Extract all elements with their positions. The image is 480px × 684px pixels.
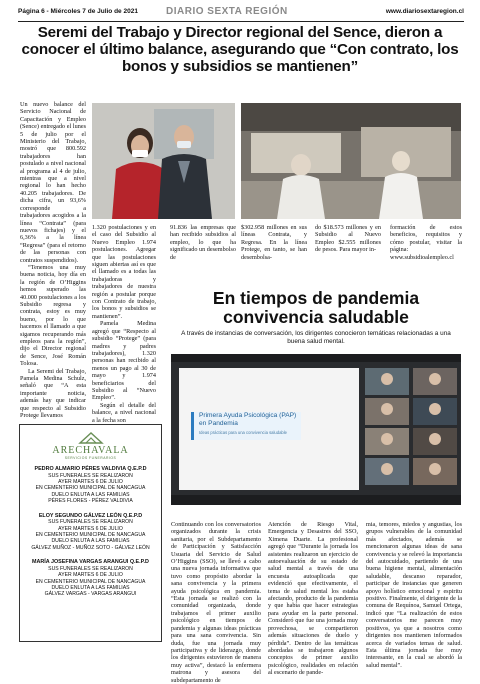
deceased-name: MARÍA JOSEFINA VARGAS ARANGUI Q.E.P.D bbox=[32, 559, 149, 566]
notice-line: SUS FUNERALES SE REALIZARON bbox=[48, 565, 133, 572]
article1-column-4: $302.958 millones en sus líneas Contrata, y Regresa. En la línea Protege, en tanto, se han desembolsa- bbox=[241, 224, 307, 261]
article1-paragraph: Un nuevo balance del Servicio Nacional de Capacitación y Empleo (Sence) entregado el lunes 5 de julio por el Ministerio del Trabajo, mostró que 800.592 trabajadores han postulado a nivel nacional al programa al 4 de julio, mientras que a nivel regional lo han hecho 40.205 trabajadores. De dicha cifra, un 93,6% corresponde a trabajadores acogidos a la línea “Contrata” (para nuevos fichajes) y el 6,36% a la línea “Regresa” (para el retorno de las personas con contratos suspendidos). bbox=[20, 101, 86, 264]
notice-line: EN CEMENTERIO MUNICIPAL DE NANCAGUA bbox=[35, 532, 146, 539]
notice-line: DUELO ENLUTA A LAS FAMILIAS bbox=[51, 538, 130, 545]
masthead: DIARIO SEXTA REGIÓN bbox=[166, 6, 288, 17]
article1-column-5: do $18.573 millones y en Subsidio al Nuevo Empleo $2.555 millones de pesos. Para mayor in- bbox=[315, 224, 381, 254]
slide-title: Primera Ayuda Psicológica (PAP) en Pandemia bbox=[199, 412, 297, 427]
funeral-entry bbox=[20, 466, 161, 505]
article2-column-1: Continuando con los conversatorios organizados durante la crisis sanitaria, por el Subdepartamento de Participación y Satisfacción Usuaria del Servicio de Salud O’Higgins (SSO), se llevó a cabo una nueva jornada informativa que tuvo como propósito abordar la sana convivencia y la primera ayuda psicológica en pandemia. “Esta jornada se realizó con la comunidad organizada, donde trabajamos el primer auxilio psicológico en tiempos de pandemia y algunas ideas prácticas para una sana convivencia. Sin duda, fue una jornada muy participativa y de liderazgo, donde los dirigentes estuvieron de manera muy activa”, destacó la enfermera matrona y asesora del subdepartamento de bbox=[171, 521, 261, 684]
notice-line: DUELO ENLUTA A LAS FAMILIAS bbox=[51, 491, 130, 498]
notice-line: EN CEMENTERIO MUNICIPAL DE NANCAGUA bbox=[35, 578, 146, 585]
arechavala-logo bbox=[20, 431, 161, 463]
photo-officials bbox=[92, 103, 235, 219]
slide-subtitle: Ideas prácticas para una convivencia saludable bbox=[199, 430, 287, 435]
article1-paragraph: 1.320 postulaciones y en el caso del Subsidio al Nuevo Empleo 1.974 postulaciones. Agregar que las postulaciones siguen abiertas así es que el llamado es a todas las trabajadoras y trabajadores de nuestra región a postular porque con Contrato de trabajo, los bonos y subsidios se mantienen”. bbox=[92, 224, 156, 320]
deceased-name: PEDRO ALMARIO PÉRES VALDIVIA Q.E.P.D bbox=[34, 466, 147, 472]
notice-line: SUS FUNERALES SE REALIZARON bbox=[48, 519, 133, 526]
notice-line: DUELO ENLUTA A LAS FAMILIAS bbox=[51, 585, 130, 592]
article2-column-3: mia, temores, miedos y angustias, los grupos vulnerables de la comunidad más afectados, además se mencionaron algunas ideas de sana convivencia y se relevó la importancia del autocuidado, partiendo de una buena higiene mental, alimentación saludable, descanso reparador, participar de instancias que generen apoyo holístico emocional y espiritu positivo. Finalmente, el dirigente de la comuna de Requínoa, Samuel Ortega, indicó que “La realización de estos conversatorios me parecen muy positivos, ya que a nosotros como dirigentes nos mantienen informados acerca de variados temas de salud. Esta última jornada fue muy interesante, en la cual se abordó la salud mental”. bbox=[366, 521, 462, 669]
arechavala-logo-icon bbox=[77, 431, 105, 445]
page-header bbox=[18, 6, 464, 20]
article1-paragraph: La Seremi del Trabajo, Pamela Medina Schulz, señaló que “A esta importante noticia, además hay que indicar que respecto al Subsidio Protege llevamos bbox=[20, 367, 86, 420]
header-divider bbox=[18, 21, 464, 22]
notice-line: GÁLVEZ VARGAS - VARGAS ARANGUI bbox=[44, 591, 137, 598]
article2-subhead: A través de instancias de conversación, los dirigentes conocieron temáticas relacionadas a una buena salud mental. bbox=[181, 330, 451, 345]
deceased-name: ELOY SEGUNDO GÁLVEZ LEÓN Q.E.P.D bbox=[38, 512, 143, 519]
article1-paragraph: Pamela Medina agregó que “Respecto al subsidio “Protege” (para madres y padres trabajadores), 1.320 personas han recibido al menos un pago al 30 de mayo y 1.974 beneficiarios del Subsidio al “Nuevo Empleo”. bbox=[92, 320, 156, 402]
article1-column-6: formación de estos beneficios, requisitos y cómo postular, visitar la página: www.subsidioalempleo.cl bbox=[390, 224, 462, 261]
article1-column-3: 91.836 las empresas que han recibido subsidios al empleo, lo que ha significado un desembolso de bbox=[170, 224, 236, 261]
notice-line: AYER MARTES 6 DE JULIO bbox=[58, 479, 123, 485]
notice-line: GÁLVEZ MUÑOZ - MUÑOZ SOTO - GÁLVEZ LEÓN bbox=[31, 544, 150, 551]
article1-paragraph: “Tenemos una muy buena noticia, hoy día en la región de O’Higgins hemos superado las 40.000 postulaciones a los Subsidio regresa y contrata, estoy es muy bueno, por lo que hacemos el llamado a que sigamos recuperando más empleos para la región”, dijo el Director regional de Sence, José Román Tolosa. bbox=[20, 263, 86, 368]
article1-paragraph: Según el detalle del balance, a nivel nacional a la fecha son bbox=[92, 401, 156, 424]
funeral-notice-ad bbox=[19, 424, 162, 642]
website-link[interactable]: www.diariosextaregion.cl bbox=[385, 8, 464, 15]
article1-column-2 bbox=[92, 224, 156, 424]
photo-workplace bbox=[241, 103, 461, 219]
page-number-date: Página 6 - Miércoles 7 de Julio de 2021 bbox=[18, 8, 138, 15]
notice-line: SUS FUNERALES SE REALIZARON bbox=[48, 472, 133, 479]
article1-column-1 bbox=[20, 101, 86, 419]
funeral-entry bbox=[20, 513, 161, 552]
article1-headline: Seremi del Trabajo y Director regional del Sence, dieron a conocer el último balance, asegurando que “Con contrato, los bonos y subsidios se mantienen” bbox=[21, 24, 459, 75]
notice-line: AYER MARTES 6 DE JULIO bbox=[58, 525, 123, 532]
video-call-screenshot bbox=[171, 354, 461, 505]
brand-name: ARECHAVALA bbox=[52, 445, 129, 456]
notice-line: PÉRES FLORES - PÉREZ VALDIVIA bbox=[48, 498, 133, 505]
article2-column-2: Atención de Riesgo Vital, Emergencia y Desastres del SSO, Ximena Duarte. La profesional agregó que “Durante la jornada los asistentes realizaron un ejercicio de autoevaluación de su estado de salud mental a través de una encuesta autoaplicada que evidenció que efectivamente, el tema de salud mental los estaba afectando, producto de la pandemia y que había que hacer estrategias para ayudar en la parte personal. Consideró que fue una jornada muy provechosa, se compartieron además situaciones de duelo y pérdida”. Dentro de las temáticas abordadas se trabajaron algunos conceptos de primer auxilio psicológico, realidades en relación al escenario de pande- bbox=[268, 521, 358, 677]
notice-line: AYER MARTES 6 DE JULIO bbox=[58, 572, 123, 579]
article2-headline: En tiempos de pandemia convivencia saludable bbox=[212, 288, 420, 327]
funeral-entry bbox=[20, 559, 161, 598]
brand-tagline: SERVICIOS FUNERARIOS bbox=[64, 456, 117, 460]
notice-line: EN CEMENTERIO MUNICIPAL DE NANCAGUA bbox=[35, 485, 146, 492]
